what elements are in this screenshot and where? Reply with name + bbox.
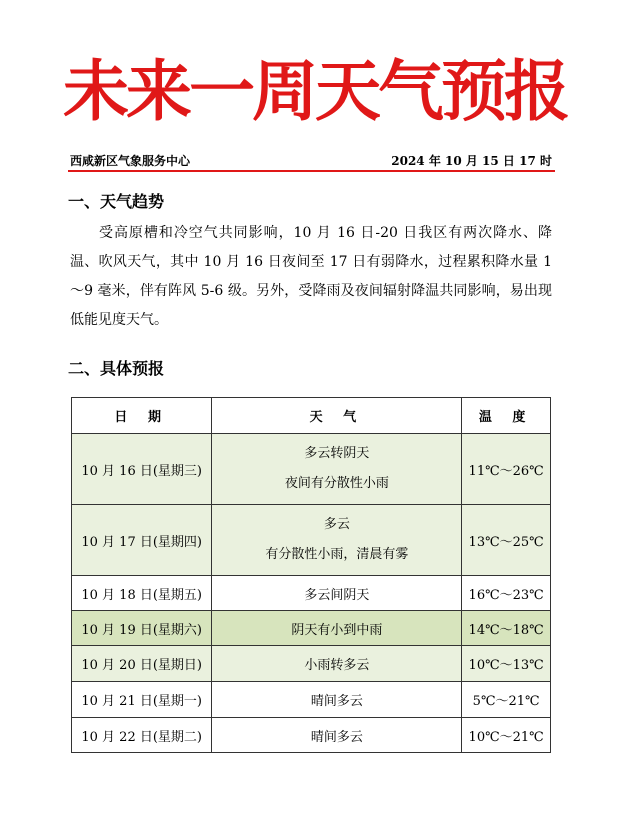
date-cell: 10 月 22 日(星期二) [72, 718, 212, 753]
weather-line: 多云转阴天 [304, 446, 370, 461]
date-cell: 10 月 19 日(星期六) [72, 611, 212, 646]
organization-name: 西咸新区气象服务中心 [70, 154, 191, 168]
temp-cell: 13℃～25℃ [462, 505, 551, 576]
table-row [72, 576, 551, 611]
table-row [72, 682, 551, 718]
weather-cell [212, 434, 462, 505]
table-row [72, 434, 551, 505]
weather-line: 夜间有分散性小雨 [284, 476, 389, 491]
date-cell: 10 月 17 日(星期四) [72, 505, 212, 576]
temp-cell: 16℃～23℃ [462, 576, 551, 611]
temp-cell: 11℃～26℃ [462, 434, 551, 505]
temp-cell: 14℃～18℃ [462, 611, 551, 646]
table-header-row [72, 398, 551, 434]
weather-cell [212, 505, 462, 576]
section-heading-trend: 一、天气趋势 [68, 192, 165, 211]
issue-time: 2024 年 10 月 15 日 17 时 [391, 154, 552, 168]
weather-line: 有分散性小雨，清晨有雾 [265, 547, 409, 562]
date-cell: 10 月 18 日(星期五) [72, 576, 212, 611]
header-temperature: 温 度 [462, 398, 551, 434]
header-date: 日 期 [72, 398, 212, 434]
temp-cell: 5℃～21℃ [462, 682, 551, 718]
table-row [72, 611, 551, 646]
weather-cell: 晴间多云 [212, 718, 462, 753]
date-cell: 10 月 21 日(星期一) [72, 682, 212, 718]
page-title: 未来一周天气预报 [63, 53, 567, 130]
weather-cell: 小雨转多云 [212, 646, 462, 682]
table-row [72, 718, 551, 753]
weather-line: 多云 [323, 517, 350, 532]
temp-cell: 10℃～21℃ [462, 718, 551, 753]
table-row [72, 505, 551, 576]
header-weather: 天 气 [212, 398, 462, 434]
forecast-table [71, 397, 551, 753]
header-divider [68, 170, 555, 172]
date-cell: 10 月 20 日(星期日) [72, 646, 212, 682]
weather-cell: 多云间阴天 [212, 576, 462, 611]
weather-cell: 晴间多云 [212, 682, 462, 718]
temp-cell: 10℃～13℃ [462, 646, 551, 682]
table-row [72, 646, 551, 682]
date-cell: 10 月 16 日(星期三) [72, 434, 212, 505]
section-heading-forecast: 二、具体预报 [68, 359, 165, 378]
trend-paragraph: 受高原槽和冷空气共同影响，10 月 16 日-20 日我区有两次降水、降温、吹风天气，其中 10 月 16 日夜间至 17 日有弱降水，过程累积降水量 1～9 毫米，伴有阵风 5-6 级。另外，受降雨及夜间辐射降温共同影响，易出现低能见度天气。 [70, 225, 552, 328]
weather-cell: 阴天有小到中雨 [212, 611, 462, 646]
